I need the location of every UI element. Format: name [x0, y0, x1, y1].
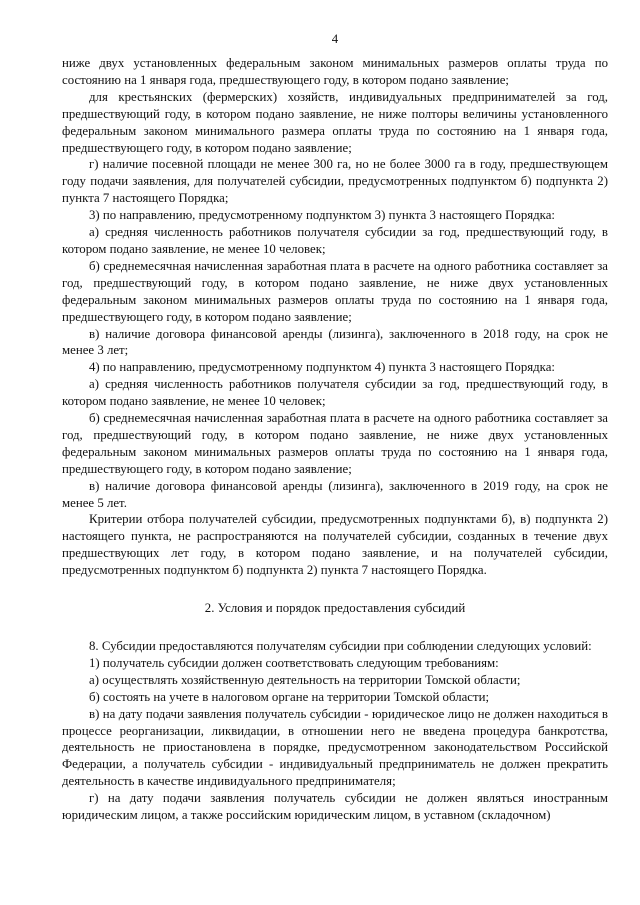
paragraph: в) на дату подачи заявления получатель субсидии - юридическое лицо не должен находиться в процессе реорганизации, ликвидации, в отношении него не введена процедура банкротства, деятельность не приостановлена в порядке, предусмотренном законодательством Российской Федерации, а получатель субсидии - индивидуальный предприниматель не должен прекратить деятельность в качестве индивидуального предпринимателя;	[62, 706, 608, 789]
paragraph: а) осуществлять хозяйственную деятельность на территории Томской области;	[89, 672, 521, 687]
paragraph: 3) по направлению, предусмотренному подпунктом 3) пункта 3 настоящего Порядка:	[89, 208, 555, 223]
paragraph: г) наличие посевной площади не менее 300 га, но не более 3000 га в году, предшествующем году подачи заявления, для получателей субсидии, предусмотренных подпунктом б) подпункта 2) пункта 7 настоящего Порядка;	[62, 157, 608, 206]
page-number: 4	[331, 32, 339, 46]
paragraph: а) средняя численность работников получателя субсидии за год, предшествующий году, в котором подано заявление, не менее 10 человек;	[62, 225, 608, 256]
paragraph: б) состоять на учете в налоговом органе на территории Томской области;	[89, 689, 490, 704]
paragraph: 4) по направлению, предусмотренному подпунктом 4) пункта 3 настоящего Порядка:	[89, 360, 555, 375]
paragraph: Критерии отбора получателей субсидии, предусмотренных подпунктами б), в) подпункта 2) настоящего пункта, не распространяются на получателей субсидии, созданных в течение двух предшествующих лет году, в котором подано заявление, и на получателей субсидии, предусмотренных подпунктом б) подпункта 2) пункта 7 настоящего Порядка.	[62, 512, 608, 578]
paragraph: 8. Субсидии предоставляются получателям субсидии при соблюдении следующих условий:	[89, 639, 592, 653]
paragraph: б) среднемесячная начисленная заработная плата в расчете на одного работника составляет за год, предшествующий году, в котором подано заявление, не ниже двух установленных федеральным законом минимальных размеров оплаты труда по состоянию на 1 января года, предшествующего году, в котором подано заявление;	[62, 258, 608, 324]
paragraph: г) на дату подачи заявления получатель субсидии не должен являться иностранным юридическим лицом, а также российским юридическим лицом, в уставном (складочном)	[62, 791, 608, 823]
document-body-after-heading	[62, 638, 608, 824]
paragraph: а) средняя численность работников получателя субсидии за год, предшествующий году, в котором подано заявление, не менее 10 человек;	[62, 377, 608, 409]
section-heading: 2. Условия и порядок предоставления субсидий	[204, 601, 466, 616]
paragraph: в) наличие договора финансовой аренды (лизинга), заключенного в 2018 году, на срок не менее 3 лет;	[62, 326, 608, 358]
document-body-before-heading	[62, 55, 608, 579]
paragraph: ниже двух установленных федеральным законом минимальных размеров оплаты труда по состоянию на 1 января года, предшествующего году, в котором подано заявление;	[62, 56, 608, 87]
paragraph: 1) получатель субсидии должен соответствовать следующим требованиям:	[89, 655, 499, 670]
paragraph: в) наличие договора финансовой аренды (лизинга), заключенного в 2019 году, на срок не менее 5 лет.	[62, 478, 608, 510]
paragraph: б) среднемесячная начисленная заработная плата в расчете на одного работника составляет за год, предшествующий году, в котором подано заявление, не ниже двух установленных федеральным законом минимальных размеров оплаты труда по состоянию на 1 января года, предшествующего году, в котором подано заявление;	[62, 411, 608, 476]
paragraph: для крестьянских (фермерских) хозяйств, индивидуальных предпринимателей за год, предшествующий году, в котором подано заявление, не ниже полторы величины установленного федеральным законом минимального размера оплаты труда по состоянию на 1 января года, предшествующего году, в котором подано заявление;	[62, 89, 608, 155]
